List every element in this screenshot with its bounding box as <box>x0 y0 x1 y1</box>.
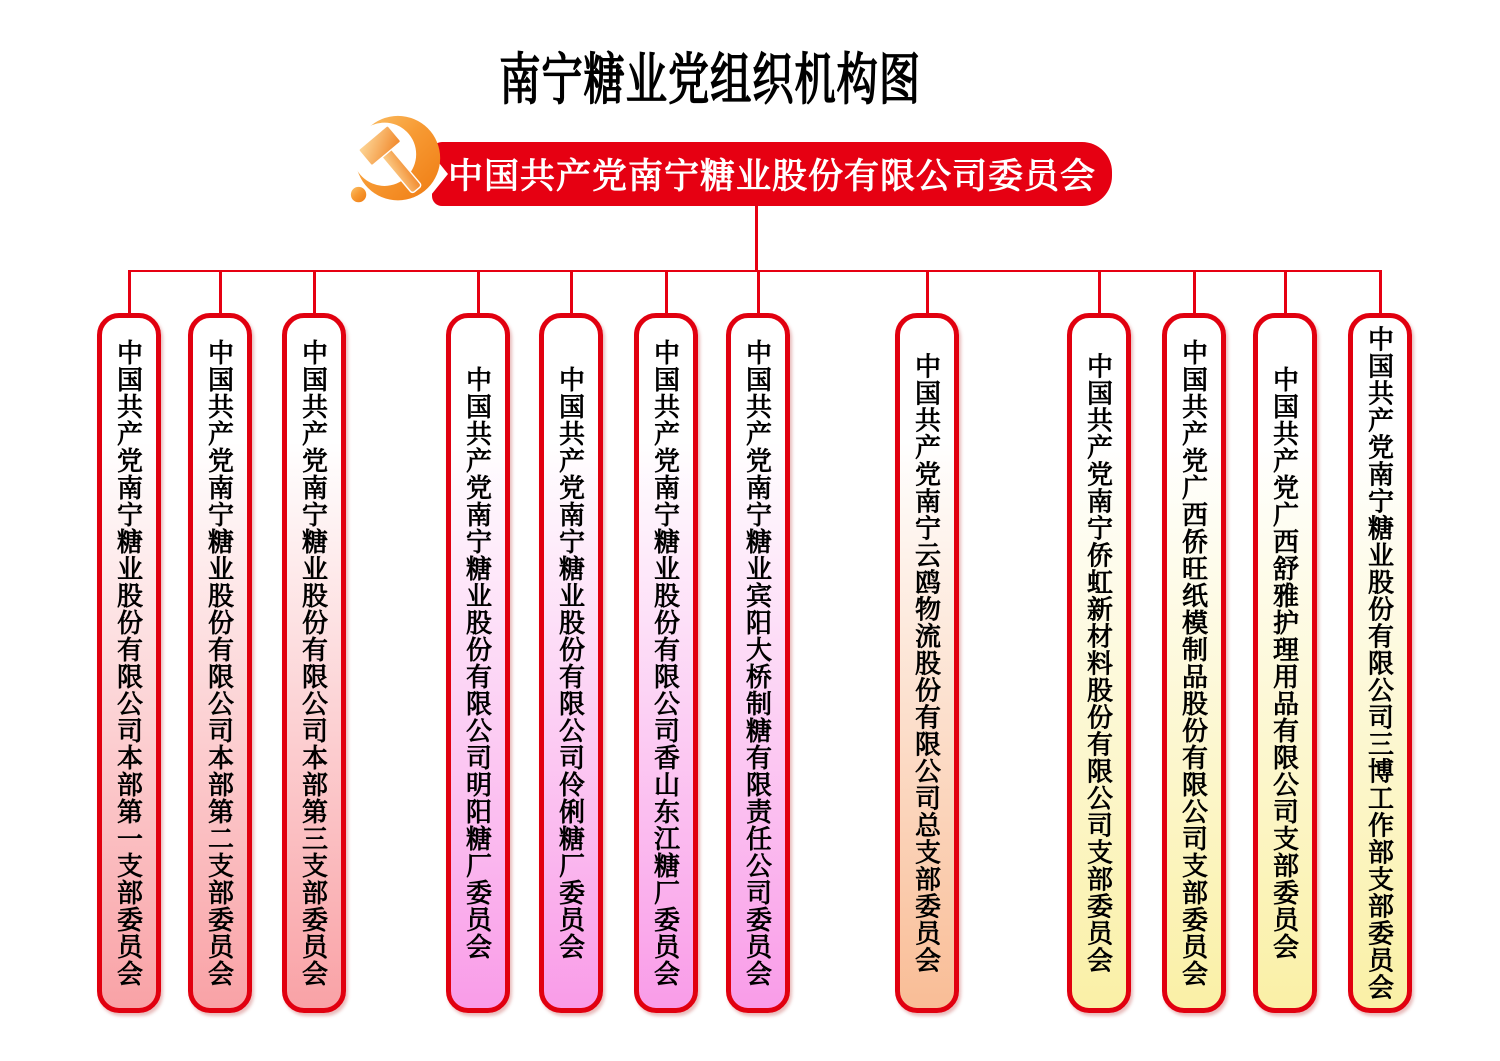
org-box-label: 中国共产党南宁糖业股份有限公司本部第三支部委员会 <box>298 339 329 987</box>
org-box-label: 中国共产党广西侨旺纸模制品股份有限公司支部委员会 <box>1178 339 1209 987</box>
org-box-label: 中国共产党南宁糖业股份有限公司本部第一支部委员会 <box>113 339 144 987</box>
org-box <box>97 313 161 1013</box>
org-box-label: 中国共产党南宁糖业股份有限公司本部第二支部委员会 <box>204 339 235 987</box>
org-box <box>539 313 603 1013</box>
org-box-label: 中国共产党南宁云鸥物流股份有限公司总支部委员会 <box>911 352 942 974</box>
org-box-label: 中国共产党南宁糖业股份有限公司明阳糖厂委员会 <box>462 366 493 960</box>
org-box-label: 中国共产党南宁糖业股份有限公司香山东江糖厂委员会 <box>650 339 681 987</box>
root-committee-banner <box>432 142 1112 206</box>
org-box-label: 中国共产党南宁糖业股份有限公司三博工作部支部委员会 <box>1364 325 1395 1001</box>
org-box-label: 中国共产党广西舒雅护理用品有限公司支部委员会 <box>1269 366 1300 960</box>
org-box-label: 中国共产党南宁糖业宾阳大桥制糖有限责任公司委员会 <box>742 339 773 987</box>
org-box-label: 中国共产党南宁侨虹新材料股份有限公司支部委员会 <box>1083 352 1114 974</box>
root-committee-label: 中国共产党南宁糖业股份有限公司委员会 <box>447 157 1096 196</box>
org-box <box>1253 313 1317 1013</box>
org-box <box>1067 313 1131 1013</box>
org-box <box>634 313 698 1013</box>
page-title: 南宁糖业党组织机构图 <box>499 47 921 113</box>
org-box <box>446 313 510 1013</box>
org-box <box>895 313 959 1013</box>
connector-root-drop <box>755 205 758 272</box>
org-box-label: 中国共产党南宁糖业股份有限公司伶俐糖厂委员会 <box>555 366 586 960</box>
party-emblem-icon <box>348 110 444 212</box>
org-box <box>282 313 346 1013</box>
org-box <box>1348 313 1412 1013</box>
org-box <box>188 313 252 1013</box>
org-box <box>726 313 790 1013</box>
org-box <box>1162 313 1226 1013</box>
